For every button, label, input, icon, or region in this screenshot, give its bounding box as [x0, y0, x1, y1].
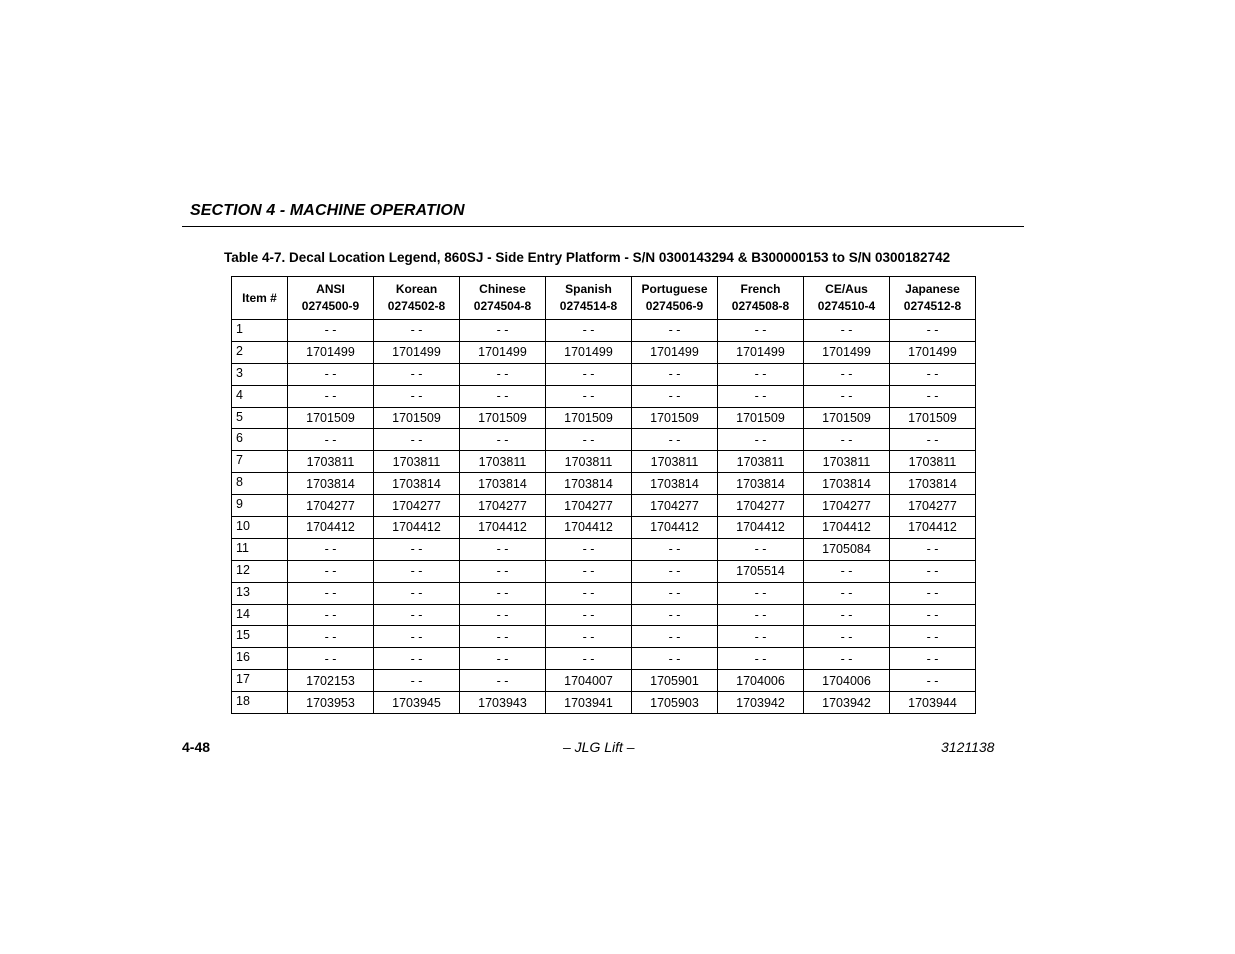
part-number-cell: 1703942	[718, 692, 804, 714]
item-number-cell: 4	[232, 385, 288, 407]
part-number-cell: - -	[460, 560, 546, 582]
part-number-cell: - -	[374, 363, 460, 385]
part-number-cell: - -	[804, 582, 890, 604]
table-row	[232, 517, 976, 539]
part-number-cell: 1701509	[374, 407, 460, 429]
part-number-cell: 1702153	[288, 670, 374, 692]
table-row	[232, 670, 976, 692]
part-number-cell: 1704277	[374, 495, 460, 517]
part-number-cell: - -	[632, 560, 718, 582]
column-part-number: 0274510-4	[817, 299, 876, 313]
part-number-cell: - -	[890, 320, 976, 342]
part-number-cell: - -	[718, 320, 804, 342]
item-number-cell: 10	[232, 517, 288, 539]
part-number-cell: - -	[546, 626, 632, 648]
column-part-number: 0274512-8	[903, 299, 962, 313]
part-number-cell: - -	[632, 604, 718, 626]
part-number-cell: 1704277	[288, 495, 374, 517]
item-number-cell: 6	[232, 429, 288, 451]
column-name: Chinese	[479, 282, 526, 296]
part-number-cell: - -	[288, 429, 374, 451]
part-number-cell: 1703811	[546, 451, 632, 473]
part-number-cell: - -	[718, 582, 804, 604]
part-number-cell: - -	[546, 363, 632, 385]
part-number-cell: 1701499	[632, 341, 718, 363]
part-number-cell: 1701509	[288, 407, 374, 429]
part-number-cell: - -	[546, 604, 632, 626]
item-number-cell: 15	[232, 626, 288, 648]
table-row	[232, 473, 976, 495]
part-number-cell: 1703811	[804, 451, 890, 473]
part-number-cell: - -	[460, 582, 546, 604]
item-number-cell: 14	[232, 604, 288, 626]
part-number-cell: - -	[288, 560, 374, 582]
part-number-cell: - -	[890, 582, 976, 604]
part-number-cell: - -	[632, 648, 718, 670]
part-number-cell: 1704412	[804, 517, 890, 539]
part-number-cell: 1701499	[374, 341, 460, 363]
part-number-cell: - -	[890, 560, 976, 582]
column-header-japanese	[890, 277, 976, 320]
part-number-cell: 1703941	[546, 692, 632, 714]
part-number-cell: 1704277	[460, 495, 546, 517]
part-number-cell: 1704006	[804, 670, 890, 692]
part-number-cell: 1703811	[460, 451, 546, 473]
part-number-cell: 1703814	[546, 473, 632, 495]
table-row	[232, 582, 976, 604]
part-number-cell: - -	[288, 320, 374, 342]
table-row	[232, 538, 976, 560]
part-number-cell: 1701509	[890, 407, 976, 429]
table-row	[232, 363, 976, 385]
part-number-cell: 1704412	[374, 517, 460, 539]
part-number-cell: - -	[460, 320, 546, 342]
part-number-cell: - -	[460, 626, 546, 648]
part-number-cell: - -	[374, 582, 460, 604]
part-number-cell: 1701499	[718, 341, 804, 363]
table-row	[232, 451, 976, 473]
part-number-cell: - -	[374, 429, 460, 451]
part-number-cell: - -	[546, 429, 632, 451]
part-number-cell: - -	[374, 560, 460, 582]
part-number-cell: 1704412	[890, 517, 976, 539]
part-number-cell: - -	[374, 648, 460, 670]
part-number-cell: 1703945	[374, 692, 460, 714]
part-number-cell: 1703944	[890, 692, 976, 714]
column-name: French	[740, 282, 781, 296]
part-number-cell: - -	[460, 429, 546, 451]
part-number-cell: - -	[460, 363, 546, 385]
part-number-cell: - -	[632, 363, 718, 385]
item-number-cell: 7	[232, 451, 288, 473]
part-number-cell: - -	[546, 538, 632, 560]
part-number-cell: 1703814	[718, 473, 804, 495]
column-header-portuguese	[632, 277, 718, 320]
table-header-row	[232, 277, 976, 320]
part-number-cell: 1705084	[804, 538, 890, 560]
part-number-cell: 1704277	[890, 495, 976, 517]
part-number-cell: 1704277	[718, 495, 804, 517]
part-number-cell: - -	[546, 582, 632, 604]
part-number-cell: 1703811	[632, 451, 718, 473]
part-number-cell: 1701509	[718, 407, 804, 429]
table-title: Table 4-7. Decal Location Legend, 860SJ - Side Entry Platform - S/N 0300143294 & B300000153 to S/N 0300182742	[224, 250, 951, 265]
part-number-cell: 1705903	[632, 692, 718, 714]
part-number-cell: 1703814	[374, 473, 460, 495]
part-number-cell: - -	[804, 626, 890, 648]
decal-legend-table	[231, 276, 976, 714]
column-part-number: 0274504-8	[473, 299, 532, 313]
part-number-cell: - -	[288, 363, 374, 385]
part-number-cell: - -	[632, 626, 718, 648]
part-number-cell: - -	[890, 538, 976, 560]
table-row	[232, 560, 976, 582]
item-number-cell: 11	[232, 538, 288, 560]
part-number-cell: 1701499	[546, 341, 632, 363]
part-number-cell: 1703953	[288, 692, 374, 714]
table-row	[232, 495, 976, 517]
part-number-cell: 1704412	[460, 517, 546, 539]
part-number-cell: - -	[546, 560, 632, 582]
part-number-cell: - -	[804, 560, 890, 582]
part-number-cell: - -	[890, 648, 976, 670]
item-number-cell: 2	[232, 341, 288, 363]
part-number-cell: - -	[288, 538, 374, 560]
column-part-number: 0274514-8	[559, 299, 618, 313]
column-header-korean	[374, 277, 460, 320]
part-number-cell: 1703814	[288, 473, 374, 495]
table-row	[232, 626, 976, 648]
part-number-cell: - -	[632, 429, 718, 451]
part-number-cell: 1703814	[804, 473, 890, 495]
page-number: 4-48	[182, 739, 211, 755]
part-number-cell: - -	[374, 320, 460, 342]
item-number-cell: 5	[232, 407, 288, 429]
part-number-cell: 1703811	[374, 451, 460, 473]
part-number-cell: - -	[718, 363, 804, 385]
part-number-cell: - -	[374, 538, 460, 560]
part-number-cell: - -	[288, 385, 374, 407]
part-number-cell: - -	[804, 429, 890, 451]
part-number-cell: - -	[804, 320, 890, 342]
part-number-cell: - -	[546, 648, 632, 670]
part-number-cell: - -	[632, 582, 718, 604]
column-name: Spanish	[565, 282, 612, 296]
part-number-cell: 1705514	[718, 560, 804, 582]
column-header-chinese	[460, 277, 546, 320]
part-number-cell: 1701509	[460, 407, 546, 429]
part-number-cell: 1701499	[890, 341, 976, 363]
part-number-cell: - -	[460, 670, 546, 692]
part-number-cell: - -	[288, 648, 374, 670]
part-number-cell: - -	[718, 604, 804, 626]
part-number-cell: - -	[890, 429, 976, 451]
table-row	[232, 692, 976, 714]
part-number-cell: - -	[890, 670, 976, 692]
part-number-cell: - -	[890, 385, 976, 407]
part-number-cell: - -	[374, 604, 460, 626]
part-number-cell: 1703943	[460, 692, 546, 714]
section-header: SECTION 4 - MACHINE OPERATION	[190, 202, 465, 219]
table-row	[232, 429, 976, 451]
part-number-cell: 1703814	[632, 473, 718, 495]
part-number-cell: - -	[804, 363, 890, 385]
column-part-number: 0274506-9	[645, 299, 704, 313]
document-number: 3121138	[941, 739, 995, 755]
footer-brand: – JLG Lift –	[563, 739, 635, 755]
part-number-cell: - -	[890, 626, 976, 648]
part-number-cell: 1703811	[718, 451, 804, 473]
table-row	[232, 648, 976, 670]
part-number-cell: - -	[718, 538, 804, 560]
column-part-number: 0274502-8	[387, 299, 446, 313]
column-part-number: 0274508-8	[731, 299, 790, 313]
part-number-cell: 1704007	[546, 670, 632, 692]
part-number-cell: 1701509	[632, 407, 718, 429]
part-number-cell: - -	[460, 538, 546, 560]
part-number-cell: - -	[804, 648, 890, 670]
table-row	[232, 341, 976, 363]
item-number-cell: 1	[232, 320, 288, 342]
part-number-cell: - -	[374, 385, 460, 407]
item-column-header: Item #	[232, 277, 288, 320]
part-number-cell: - -	[460, 648, 546, 670]
column-header-spanish	[546, 277, 632, 320]
part-number-cell: 1704412	[288, 517, 374, 539]
part-number-cell: 1704277	[804, 495, 890, 517]
column-header-ansi	[288, 277, 374, 320]
item-number-cell: 12	[232, 560, 288, 582]
table-row	[232, 604, 976, 626]
part-number-cell: - -	[460, 385, 546, 407]
part-number-cell: 1701509	[804, 407, 890, 429]
part-number-cell: 1703811	[288, 451, 374, 473]
part-number-cell: - -	[718, 626, 804, 648]
part-number-cell: - -	[460, 604, 546, 626]
part-number-cell: 1704277	[632, 495, 718, 517]
column-header-french	[718, 277, 804, 320]
part-number-cell: - -	[890, 604, 976, 626]
item-number-cell: 13	[232, 582, 288, 604]
part-number-cell: 1703942	[804, 692, 890, 714]
column-part-number: 0274500-9	[301, 299, 360, 313]
table-body	[232, 320, 976, 714]
column-name: Japanese	[905, 282, 960, 296]
part-number-cell: - -	[632, 320, 718, 342]
column-name: Portuguese	[641, 282, 708, 296]
part-number-cell: 1701499	[460, 341, 546, 363]
table-row	[232, 385, 976, 407]
part-number-cell: - -	[546, 385, 632, 407]
column-name: CE/Aus	[825, 282, 868, 296]
part-number-cell: - -	[288, 582, 374, 604]
part-number-cell: 1703811	[890, 451, 976, 473]
part-number-cell: - -	[718, 429, 804, 451]
part-number-cell: 1701509	[546, 407, 632, 429]
part-number-cell: 1705901	[632, 670, 718, 692]
part-number-cell: 1703814	[890, 473, 976, 495]
column-header-ce-aus	[804, 277, 890, 320]
part-number-cell: - -	[288, 604, 374, 626]
part-number-cell: 1701499	[804, 341, 890, 363]
part-number-cell: 1701499	[288, 341, 374, 363]
part-number-cell: - -	[632, 385, 718, 407]
part-number-cell: 1704277	[546, 495, 632, 517]
part-number-cell: - -	[718, 648, 804, 670]
item-number-cell: 18	[232, 692, 288, 714]
part-number-cell: - -	[718, 385, 804, 407]
part-number-cell: - -	[632, 538, 718, 560]
part-number-cell: 1704412	[632, 517, 718, 539]
part-number-cell: - -	[804, 604, 890, 626]
item-number-cell: 9	[232, 495, 288, 517]
part-number-cell: - -	[546, 320, 632, 342]
item-number-cell: 16	[232, 648, 288, 670]
part-number-cell: - -	[288, 626, 374, 648]
header-divider	[182, 226, 1024, 227]
item-number-cell: 8	[232, 473, 288, 495]
column-name: Korean	[395, 282, 438, 296]
part-number-cell: - -	[804, 385, 890, 407]
item-number-cell: 17	[232, 670, 288, 692]
part-number-cell: 1704006	[718, 670, 804, 692]
part-number-cell: - -	[374, 670, 460, 692]
part-number-cell: 1704412	[718, 517, 804, 539]
part-number-cell: 1703814	[460, 473, 546, 495]
table-row	[232, 320, 976, 342]
part-number-cell: - -	[374, 626, 460, 648]
part-number-cell: - -	[890, 363, 976, 385]
column-name: ANSI	[316, 282, 345, 296]
item-number-cell: 3	[232, 363, 288, 385]
part-number-cell: 1704412	[546, 517, 632, 539]
table-row	[232, 407, 976, 429]
